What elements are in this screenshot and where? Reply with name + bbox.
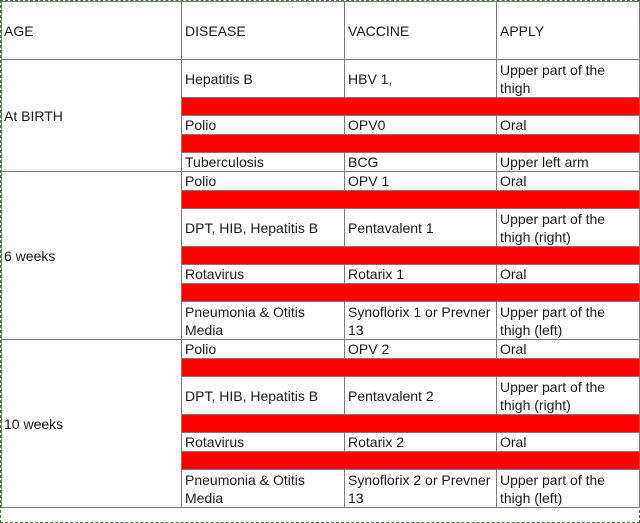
vaccine-cell: BCG [345, 153, 497, 172]
vaccine-cell: OPV0 [345, 116, 497, 135]
disease-cell: DPT, HIB, Hepatitis B [182, 209, 345, 247]
red-separator [182, 415, 640, 433]
vaccine-cell: OPV 2 [345, 340, 497, 359]
apply-cell: Upper part of the thigh (left) [497, 302, 640, 340]
disease-cell: Polio [182, 340, 345, 359]
header-disease: DISEASE [182, 2, 345, 60]
apply-cell: Oral [497, 265, 640, 284]
apply-cell: Oral [497, 340, 640, 359]
table-row [2, 340, 640, 359]
apply-cell: Upper part of the thigh [497, 60, 640, 98]
disease-cell: Rotavirus [182, 433, 345, 452]
apply-cell: Oral [497, 116, 640, 135]
apply-cell: Upper part of the thigh (right) [497, 377, 640, 415]
disease-cell: Tuberculosis [182, 153, 345, 172]
apply-cell: Oral [497, 433, 640, 452]
disease-cell: Rotavirus [182, 265, 345, 284]
vaccine-cell: Pentavalent 1 [345, 209, 497, 247]
vaccination-schedule-table [1, 1, 640, 508]
red-separator [182, 135, 640, 153]
table-row [2, 172, 640, 191]
vaccine-cell: HBV 1, [345, 60, 497, 98]
apply-cell: Oral [497, 172, 640, 191]
header-apply: APPLY [497, 2, 640, 60]
disease-cell: Polio [182, 116, 345, 135]
table-row [2, 60, 640, 98]
red-separator [182, 191, 640, 209]
red-separator [182, 452, 640, 470]
vaccine-cell: Rotarix 2 [345, 433, 497, 452]
apply-cell: Upper left arm [497, 153, 640, 172]
red-separator [182, 284, 640, 302]
vaccine-cell: Synoflorix 2 or Prevner 13 [345, 470, 497, 508]
vaccine-cell: Synoflorix 1 or Prevner 13 [345, 302, 497, 340]
red-separator [182, 359, 640, 377]
disease-cell: Polio [182, 172, 345, 191]
vaccine-cell: Pentavalent 2 [345, 377, 497, 415]
disease-cell: Pneumonia & Otitis Media [182, 302, 345, 340]
apply-cell: Upper part of the thigh (left) [497, 470, 640, 508]
header-vaccine: VACCINE [345, 2, 497, 60]
header-row [2, 2, 640, 60]
header-age: AGE [2, 2, 182, 60]
vaccine-cell: Rotarix 1 [345, 265, 497, 284]
age-cell: 6 weeks [2, 172, 182, 340]
vaccine-cell: OPV 1 [345, 172, 497, 191]
disease-cell: DPT, HIB, Hepatitis B [182, 377, 345, 415]
red-separator [182, 98, 640, 116]
age-cell: 10 weeks [2, 340, 182, 508]
disease-cell: Pneumonia & Otitis Media [182, 470, 345, 508]
apply-cell: Upper part of the thigh (right) [497, 209, 640, 247]
disease-cell: Hepatitis B [182, 60, 345, 98]
age-cell: At BIRTH [2, 60, 182, 172]
red-separator [182, 247, 640, 265]
